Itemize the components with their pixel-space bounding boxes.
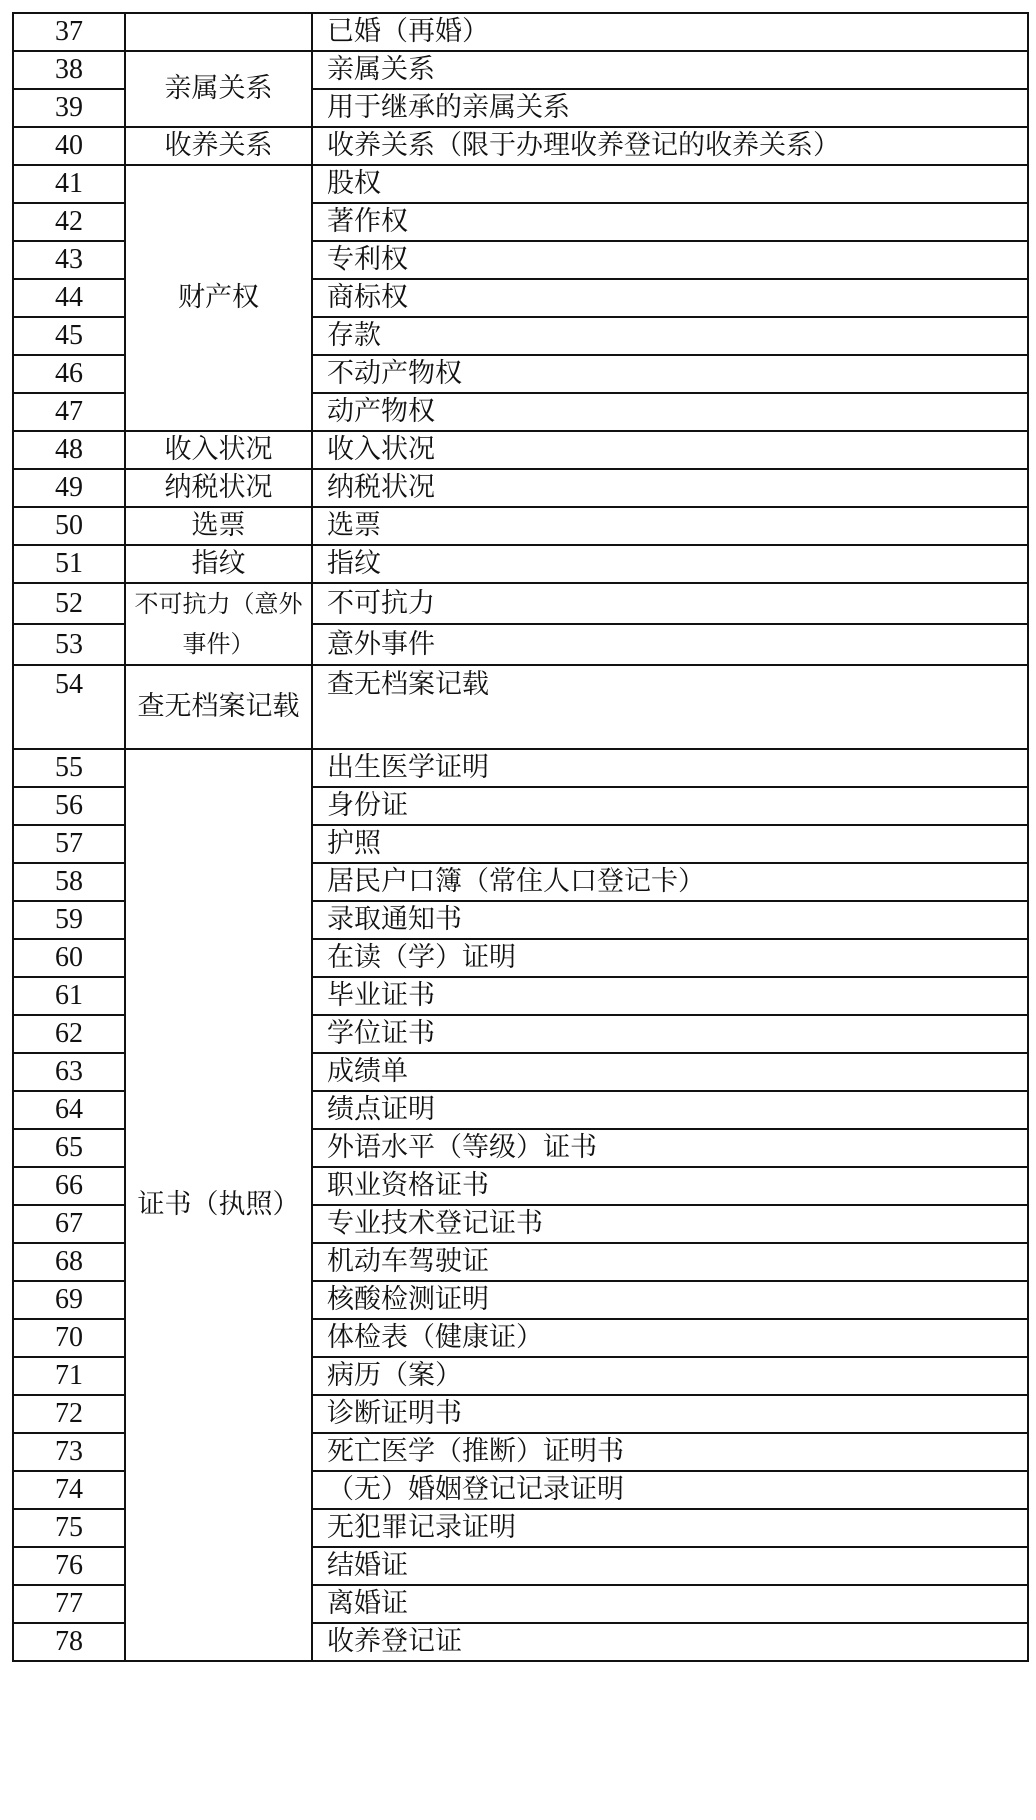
item-name-cell: 意外事件: [312, 624, 1028, 665]
row-number-cell: 53: [13, 624, 125, 665]
table-row: [13, 165, 1028, 203]
item-name-cell: 外语水平（等级）证书: [312, 1129, 1028, 1167]
row-number-cell: 46: [13, 355, 125, 393]
table-body: [13, 13, 1028, 1661]
row-number-cell: 43: [13, 241, 125, 279]
certificate-items-table: [12, 12, 1029, 1662]
item-name-cell: 专利权: [312, 241, 1028, 279]
item-name-cell: 结婚证: [312, 1547, 1028, 1585]
item-name-cell: 成绩单: [312, 1053, 1028, 1091]
category-cell: 不可抗力（意外事件）: [125, 583, 312, 665]
row-number-cell: 49: [13, 469, 125, 507]
row-number-cell: 75: [13, 1509, 125, 1547]
item-name-cell: 绩点证明: [312, 1091, 1028, 1129]
item-name-cell: 收养关系（限于办理收养登记的收养关系）: [312, 127, 1028, 165]
row-number-cell: 77: [13, 1585, 125, 1623]
row-number-cell: 40: [13, 127, 125, 165]
category-cell: 选票: [125, 507, 312, 545]
category-cell-empty: [125, 13, 312, 51]
row-number-cell: 76: [13, 1547, 125, 1585]
item-name-cell: 毕业证书: [312, 977, 1028, 1015]
row-number-cell: 69: [13, 1281, 125, 1319]
row-number-cell: 55: [13, 749, 125, 787]
item-name-cell: 纳税状况: [312, 469, 1028, 507]
item-name-cell: 查无档案记载: [312, 665, 1028, 749]
item-name-cell: 收入状况: [312, 431, 1028, 469]
item-name-cell: 录取通知书: [312, 901, 1028, 939]
row-number-cell: 37: [13, 13, 125, 51]
item-name-cell: 专业技术登记证书: [312, 1205, 1028, 1243]
table-row: [13, 431, 1028, 469]
category-cell: 证书（执照）: [125, 749, 312, 1661]
item-name-cell: 离婚证: [312, 1585, 1028, 1623]
table-row: [13, 507, 1028, 545]
row-number-cell: 61: [13, 977, 125, 1015]
row-number-cell: 67: [13, 1205, 125, 1243]
item-name-cell: 亲属关系: [312, 51, 1028, 89]
row-number-cell: 42: [13, 203, 125, 241]
item-name-cell: 动产物权: [312, 393, 1028, 431]
row-number-cell: 70: [13, 1319, 125, 1357]
row-number-cell: 39: [13, 89, 125, 127]
item-name-cell: 护照: [312, 825, 1028, 863]
item-name-cell: 著作权: [312, 203, 1028, 241]
row-number-cell: 45: [13, 317, 125, 355]
row-number-cell: 38: [13, 51, 125, 89]
item-name-cell: 用于继承的亲属关系: [312, 89, 1028, 127]
category-cell: 收入状况: [125, 431, 312, 469]
row-number-cell: 48: [13, 431, 125, 469]
row-number-cell: 47: [13, 393, 125, 431]
category-cell: 收养关系: [125, 127, 312, 165]
table-row: [13, 545, 1028, 583]
item-name-cell: 不可抗力: [312, 583, 1028, 624]
item-name-cell: 存款: [312, 317, 1028, 355]
item-name-cell: 死亡医学（推断）证明书: [312, 1433, 1028, 1471]
row-number-cell: 64: [13, 1091, 125, 1129]
item-name-cell: 诊断证明书: [312, 1395, 1028, 1433]
table-row: [13, 469, 1028, 507]
row-number-cell: 65: [13, 1129, 125, 1167]
row-number-cell: 71: [13, 1357, 125, 1395]
row-number-cell: 52: [13, 583, 125, 624]
category-cell: 查无档案记载: [125, 665, 312, 749]
item-name-cell: 不动产物权: [312, 355, 1028, 393]
item-name-cell: 商标权: [312, 279, 1028, 317]
item-name-cell: 学位证书: [312, 1015, 1028, 1053]
row-number-cell: 50: [13, 507, 125, 545]
item-name-cell: 已婚（再婚）: [312, 13, 1028, 51]
row-number-cell: 72: [13, 1395, 125, 1433]
item-name-cell: 体检表（健康证）: [312, 1319, 1028, 1357]
table-row: [13, 583, 1028, 624]
row-number-cell: 57: [13, 825, 125, 863]
item-name-cell: 在读（学）证明: [312, 939, 1028, 977]
row-number-cell: 60: [13, 939, 125, 977]
item-name-cell: 职业资格证书: [312, 1167, 1028, 1205]
table-row: [13, 749, 1028, 787]
table-row: [13, 665, 1028, 749]
item-name-cell: 病历（案）: [312, 1357, 1028, 1395]
table-row: [13, 51, 1028, 89]
row-number-cell: 74: [13, 1471, 125, 1509]
row-number-cell: 51: [13, 545, 125, 583]
row-number-cell: 73: [13, 1433, 125, 1471]
row-number-cell: 54: [13, 665, 125, 749]
row-number-cell: 44: [13, 279, 125, 317]
item-name-cell: 身份证: [312, 787, 1028, 825]
row-number-cell: 63: [13, 1053, 125, 1091]
document-page: [12, 12, 1029, 1662]
row-number-cell: 59: [13, 901, 125, 939]
item-name-cell: 机动车驾驶证: [312, 1243, 1028, 1281]
category-cell: 纳税状况: [125, 469, 312, 507]
item-name-cell: 核酸检测证明: [312, 1281, 1028, 1319]
row-number-cell: 41: [13, 165, 125, 203]
category-cell: 指纹: [125, 545, 312, 583]
item-name-cell: 指纹: [312, 545, 1028, 583]
item-name-cell: 出生医学证明: [312, 749, 1028, 787]
row-number-cell: 58: [13, 863, 125, 901]
item-name-cell: 股权: [312, 165, 1028, 203]
item-name-cell: 无犯罪记录证明: [312, 1509, 1028, 1547]
table-row: [13, 127, 1028, 165]
row-number-cell: 62: [13, 1015, 125, 1053]
row-number-cell: 56: [13, 787, 125, 825]
row-number-cell: 68: [13, 1243, 125, 1281]
category-cell: 亲属关系: [125, 51, 312, 127]
item-name-cell: 选票: [312, 507, 1028, 545]
item-name-cell: （无）婚姻登记记录证明: [312, 1471, 1028, 1509]
row-number-cell: 78: [13, 1623, 125, 1661]
table-row: [13, 13, 1028, 51]
item-name-cell: 居民户口簿（常住人口登记卡）: [312, 863, 1028, 901]
item-name-cell: 收养登记证: [312, 1623, 1028, 1661]
category-cell: 财产权: [125, 165, 312, 431]
row-number-cell: 66: [13, 1167, 125, 1205]
